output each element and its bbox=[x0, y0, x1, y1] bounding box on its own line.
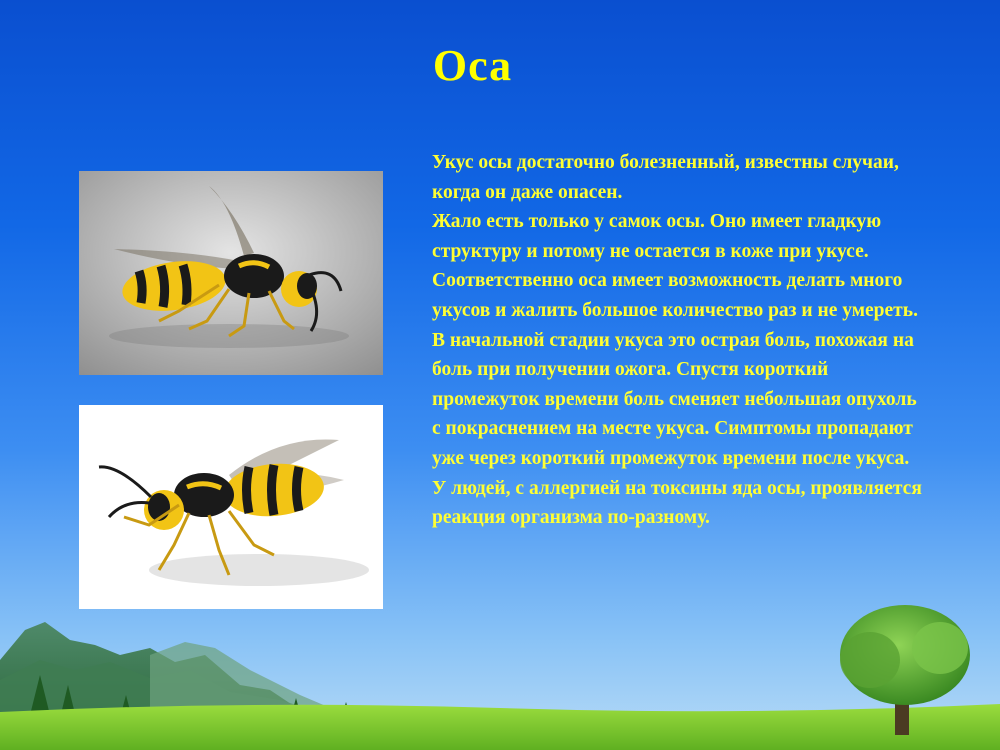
wasp-photo-1 bbox=[79, 171, 383, 375]
paragraph-details: Жало есть только у самок осы. Оно имеет гладкую структуру и потому не остается в коже при укусе. Соответственно оса имеет возможность делать много укусов и жалить большое количество раз и не умереть. В начальной стадии укуса это острая боль, похожая на боль при получении ожога. Спустя короткий промежуток времени боль сменяет небольшая опухоль с покраснением на месте укуса. Симптомы пропадают уже через короткий промежуток времени после укуса. У людей, с аллергией на токсины яда осы, проявляется реакция организма по-разному. bbox=[432, 211, 922, 529]
landscape-decoration bbox=[0, 600, 1000, 750]
slide-title: Оса bbox=[432, 41, 513, 90]
grass-field bbox=[0, 704, 1000, 750]
wasp-photo-2 bbox=[79, 405, 383, 609]
body-text bbox=[432, 148, 922, 533]
paragraph-intro: Укус осы достаточно болезненный, известны случаи, когда он даже опасен. bbox=[432, 152, 899, 203]
